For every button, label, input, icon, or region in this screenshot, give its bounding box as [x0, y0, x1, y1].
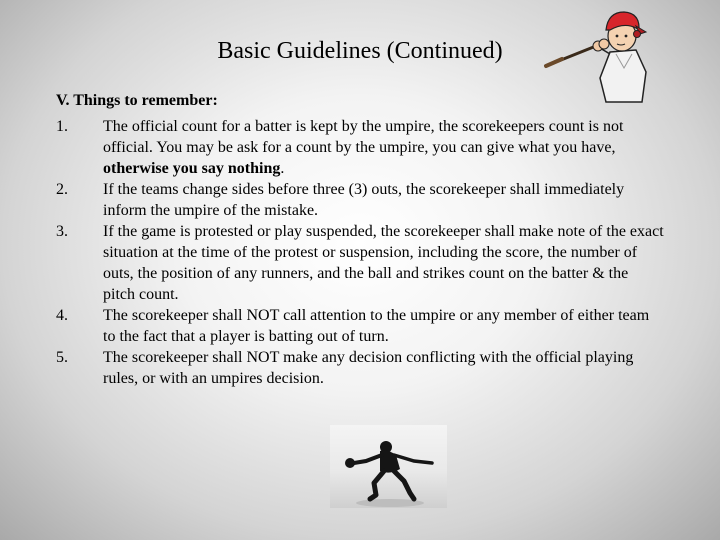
item-number: 4. [56, 307, 68, 324]
item-text-part: The official count for a batter is kept by the umpire, the scorekeepers count is not official. You may be ask for a count by the umpire, you can give what you have, [103, 118, 624, 156]
slide-title: Basic Guidelines (Continued) [217, 38, 503, 64]
section-heading: V. Things to remember: [56, 92, 218, 109]
item-number: 3. [56, 223, 68, 240]
item-text-bold: otherwise you say nothing [103, 160, 281, 177]
item-text: The scorekeeper shall NOT call attention to the umpire or any member of either team to the fact that a player is batting out of turn. [103, 307, 650, 345]
guidelines-list [56, 116, 664, 389]
catcher-silhouette-graphic [330, 425, 447, 508]
item-number: 2. [56, 181, 68, 198]
list-item [56, 179, 664, 221]
item-number: 1. [56, 118, 68, 135]
catcher-silhouette-image [330, 425, 447, 508]
item-text-part: . [280, 160, 285, 177]
list-item [56, 305, 664, 347]
item-text: If the teams change sides before three (3) outs, the scorekeeper shall immediately inform the umpire of the mistake. [103, 181, 625, 219]
item-text [103, 116, 664, 179]
item-text: The scorekeeper shall NOT make any decision conflicting with the official playing rules, or with an umpires decision. [103, 349, 634, 387]
batter-clipart-image [540, 6, 652, 104]
list-item [56, 221, 664, 305]
list-item [56, 347, 664, 389]
list-item [56, 116, 664, 179]
item-number: 5. [56, 349, 68, 366]
item-text: If the game is protested or play suspended, the scorekeeper shall make note of the exact situation at the time of the protest or suspension, including the score, the number of outs, the position of any runners, and the ball and strikes count on the batter & the pitch count. [103, 223, 664, 303]
